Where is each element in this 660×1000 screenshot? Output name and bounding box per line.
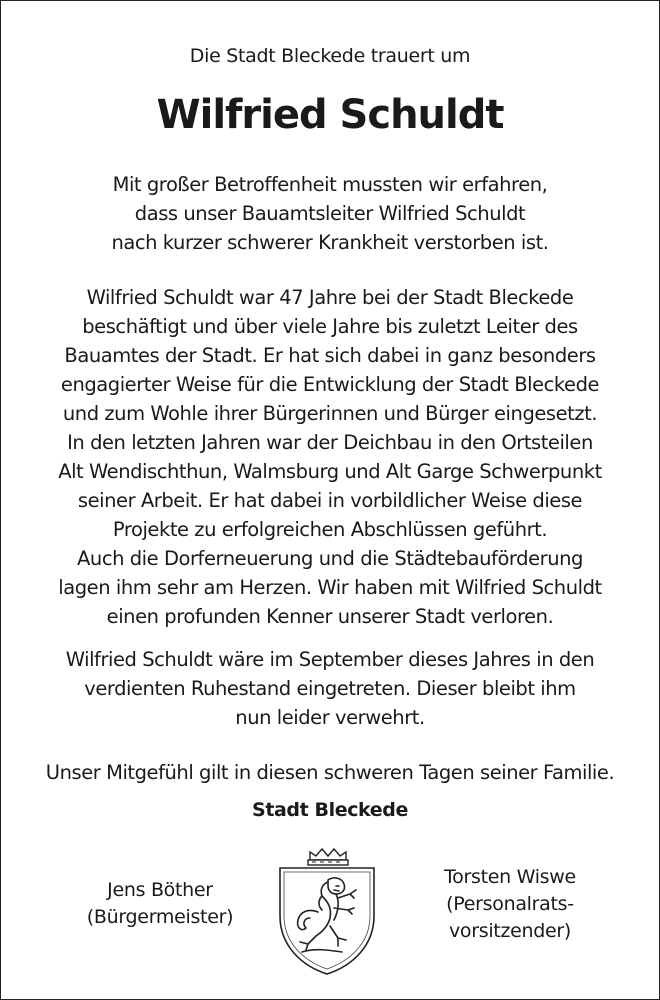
text-line: Projekte zu erfolgreichen Abschlüssen geführt. — [112, 518, 548, 541]
signatory-name: Jens Böther — [107, 879, 213, 901]
signatory-role: (Bürgermeister) — [86, 906, 234, 928]
deceased-name: Wilfried Schuldt — [156, 92, 504, 138]
text-line: lagen ihm sehr am Herzen. Wir haben mit Wilfried Schuldt — [58, 576, 602, 599]
signatory-name: Torsten Wiswe — [444, 866, 576, 888]
signatory-role: vorsitzender) — [448, 920, 572, 942]
text-line: Auch die Dorferneuerung und die Städtebauförderung — [77, 547, 583, 570]
text-line: dass unser Bauamtsleiter Wilfried Schuldt — [134, 202, 526, 225]
signatory-staff-council — [420, 864, 600, 945]
text-line: Wilfried Schuldt war 47 Jahre bei der Stadt Bleckede — [86, 286, 574, 309]
text-line: nun leider verwehrt. — [235, 706, 425, 729]
text-line: verdienten Ruhestand eingetreten. Dieser bleibt ihm — [84, 677, 576, 700]
organization-name: Stadt Bleckede — [252, 799, 408, 821]
text-line: nach kurzer schwerer Krankheit verstorben ist. — [111, 231, 549, 254]
text-line: Mit großer Betroffenheit mussten wir erfahren, — [112, 173, 548, 196]
paragraph-retirement — [0, 645, 660, 732]
text-line: Alt Wendischthun, Walmsburg und Alt Garge Schwerpunkt — [58, 460, 602, 483]
text-line: Wilfried Schuldt wäre im September dieses Jahres in den — [65, 648, 595, 671]
coat-of-arms-lion-icon — [272, 846, 382, 978]
intro-line: Die Stadt Bleckede trauert um — [189, 45, 471, 67]
paragraph-career — [0, 283, 660, 631]
text-line: seiner Arbeit. Er hat dabei in vorbildlicher Weise diese — [77, 489, 583, 512]
text-line: beschäftigt und über viele Jahre bis zuletzt Leiter des — [82, 315, 578, 338]
signatory-role: (Personalrats- — [446, 893, 574, 915]
paragraph-condolence — [0, 758, 660, 787]
text-line: einen profunden Kenner unserer Stadt verloren. — [106, 605, 554, 628]
paragraph-announcement — [0, 170, 660, 257]
text-line: engagierter Weise für die Entwicklung der Stadt Bleckede — [60, 373, 600, 396]
text-line: In den letzten Jahren war der Deichbau in den Ortsteilen — [67, 431, 593, 454]
text-line: und zum Wohle ihrer Bürgerinnen und Bürger eingesetzt. — [62, 402, 598, 425]
text-line: Unser Mitgefühl gilt in diesen schweren Tagen seiner Familie. — [45, 761, 615, 784]
text-line: Bauamtes der Stadt. Er hat sich dabei in ganz besonders — [64, 344, 596, 367]
signatory-mayor — [70, 877, 250, 931]
